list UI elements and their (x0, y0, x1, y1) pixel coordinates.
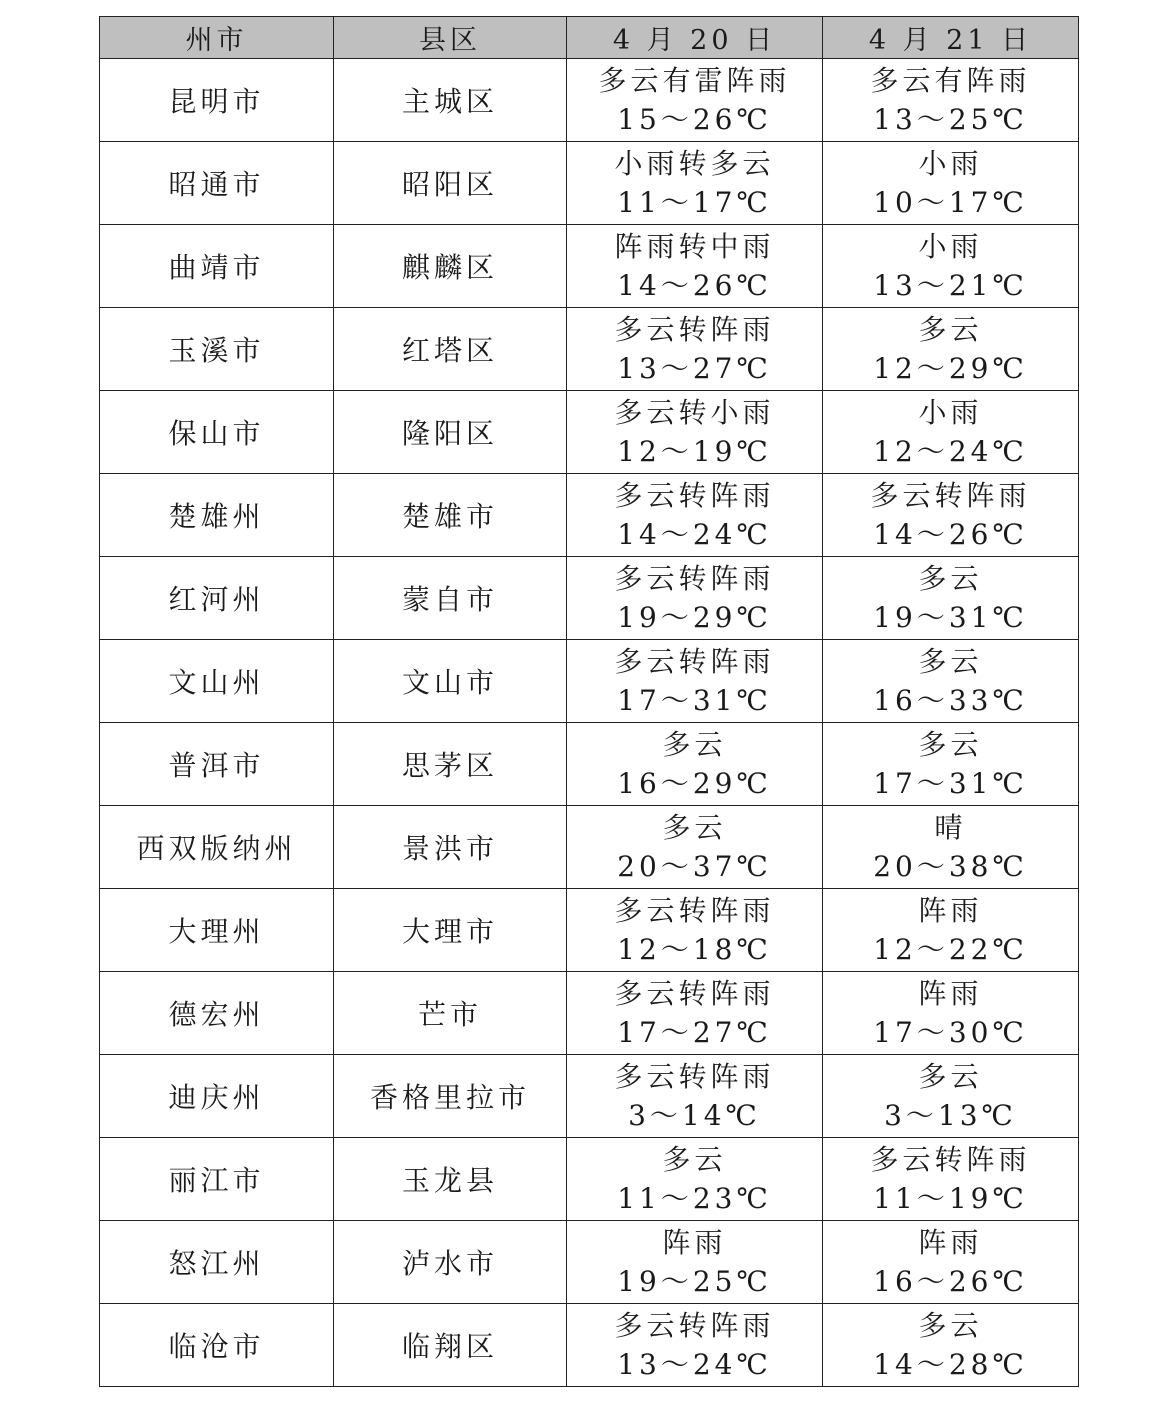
temperature-range: 13～24℃ (617, 1348, 772, 1381)
header-date-apr-21: 4 月 21 日 (823, 17, 1079, 59)
temperature-range: 17～27℃ (617, 1016, 772, 1049)
city-cell: 怒江州 (100, 1221, 334, 1304)
district-cell: 红塔区 (334, 308, 567, 391)
forecast-cell-d20 (567, 142, 823, 225)
forecast-cell-d20 (567, 1221, 823, 1304)
district-cell: 景洪市 (334, 806, 567, 889)
forecast-cell-d21 (823, 474, 1079, 557)
temperature-range: 13～21℃ (873, 269, 1028, 302)
temperature-range: 14～26℃ (617, 269, 772, 302)
temperature-range: 14～28℃ (873, 1348, 1028, 1381)
city-cell: 临沧市 (100, 1304, 334, 1387)
temperature-range: 16～26℃ (873, 1265, 1028, 1298)
district-cell: 思茅区 (334, 723, 567, 806)
temperature-range: 14～24℃ (617, 518, 772, 551)
table-row (100, 557, 1079, 640)
district-cell: 芒市 (334, 972, 567, 1055)
forecast-cell-d21 (823, 972, 1079, 1055)
temperature-range: 15～26℃ (617, 103, 772, 136)
table-row (100, 723, 1079, 806)
weather-condition: 多云转阵雨 (614, 894, 775, 927)
forecast-cell-d20 (567, 1138, 823, 1221)
temperature-range: 12～24℃ (873, 435, 1028, 468)
table-row (100, 1138, 1079, 1221)
district-cell: 香格里拉市 (334, 1055, 567, 1138)
forecast-cell-d21 (823, 225, 1079, 308)
forecast-cell-d21 (823, 1304, 1079, 1387)
temperature-range: 11～23℃ (617, 1182, 772, 1215)
weather-condition: 阵雨 (918, 894, 983, 927)
weather-condition: 多云转阵雨 (870, 1143, 1031, 1176)
weather-condition: 小雨 (918, 147, 983, 180)
city-cell: 迪庆州 (100, 1055, 334, 1138)
table-body (100, 59, 1079, 1387)
weather-condition: 多云 (918, 313, 983, 346)
temperature-range: 3～14℃ (628, 1099, 761, 1132)
temperature-range: 16～33℃ (873, 684, 1028, 717)
weather-condition: 晴 (934, 811, 967, 844)
table-row (100, 142, 1079, 225)
city-cell: 保山市 (100, 391, 334, 474)
forecast-cell-d20 (567, 557, 823, 640)
forecast-cell-d21 (823, 723, 1079, 806)
district-cell: 文山市 (334, 640, 567, 723)
weather-condition: 阵雨转中雨 (614, 230, 775, 263)
city-cell: 楚雄州 (100, 474, 334, 557)
temperature-range: 16～29℃ (617, 767, 772, 800)
weather-condition: 多云转小雨 (614, 396, 775, 429)
temperature-range: 17～31℃ (617, 684, 772, 717)
weather-condition: 多云有雷阵雨 (598, 64, 791, 97)
forecast-cell-d20 (567, 474, 823, 557)
table-header-row (100, 17, 1079, 59)
city-cell: 西双版纳州 (100, 806, 334, 889)
weather-condition: 小雨转多云 (614, 147, 775, 180)
weather-condition: 小雨 (918, 230, 983, 263)
weather-condition: 多云 (918, 562, 983, 595)
forecast-cell-d21 (823, 889, 1079, 972)
table-row (100, 1055, 1079, 1138)
weather-condition: 多云转阵雨 (614, 1060, 775, 1093)
temperature-range: 12～19℃ (617, 435, 772, 468)
temperature-range: 19～31℃ (873, 601, 1028, 634)
table-row (100, 1221, 1079, 1304)
weather-condition: 多云转阵雨 (870, 479, 1031, 512)
header-date-apr-20: 4 月 20 日 (567, 17, 823, 59)
forecast-cell-d20 (567, 308, 823, 391)
district-cell: 麒麟区 (334, 225, 567, 308)
temperature-range: 19～25℃ (617, 1265, 772, 1298)
city-cell: 曲靖市 (100, 225, 334, 308)
district-cell: 大理市 (334, 889, 567, 972)
temperature-range: 12～29℃ (873, 352, 1028, 385)
district-cell: 昭阳区 (334, 142, 567, 225)
weather-condition: 多云 (918, 645, 983, 678)
table-row (100, 391, 1079, 474)
forecast-cell-d21 (823, 1221, 1079, 1304)
table-row (100, 474, 1079, 557)
table-row (100, 308, 1079, 391)
weather-condition: 多云转阵雨 (614, 645, 775, 678)
forecast-cell-d20 (567, 889, 823, 972)
weather-condition: 多云有阵雨 (870, 64, 1031, 97)
city-cell: 德宏州 (100, 972, 334, 1055)
forecast-cell-d20 (567, 1055, 823, 1138)
temperature-range: 11～17℃ (617, 186, 772, 219)
forecast-cell-d21 (823, 1138, 1079, 1221)
city-cell: 大理州 (100, 889, 334, 972)
temperature-range: 20～37℃ (617, 850, 772, 883)
temperature-range: 17～30℃ (873, 1016, 1028, 1049)
temperature-range: 19～29℃ (617, 601, 772, 634)
forecast-cell-d20 (567, 391, 823, 474)
forecast-cell-d20 (567, 806, 823, 889)
temperature-range: 13～27℃ (617, 352, 772, 385)
forecast-cell-d21 (823, 308, 1079, 391)
city-cell: 昭通市 (100, 142, 334, 225)
table-row (100, 972, 1079, 1055)
district-cell: 临翔区 (334, 1304, 567, 1387)
forecast-cell-d20 (567, 1304, 823, 1387)
temperature-range: 11～19℃ (873, 1182, 1028, 1215)
table-row (100, 59, 1079, 142)
temperature-range: 10～17℃ (873, 186, 1028, 219)
header-city: 州市 (100, 17, 334, 59)
table-row (100, 640, 1079, 723)
weather-condition: 多云转阵雨 (614, 1309, 775, 1342)
city-cell: 普洱市 (100, 723, 334, 806)
forecast-cell-d21 (823, 59, 1079, 142)
weather-forecast-table (99, 16, 1079, 1387)
weather-condition: 多云 (662, 1143, 727, 1176)
forecast-cell-d21 (823, 1055, 1079, 1138)
city-cell: 红河州 (100, 557, 334, 640)
forecast-cell-d20 (567, 59, 823, 142)
temperature-range: 13～25℃ (873, 103, 1028, 136)
weather-condition: 多云 (918, 728, 983, 761)
weather-condition: 阵雨 (918, 1226, 983, 1259)
table-row (100, 889, 1079, 972)
weather-condition: 多云 (662, 811, 727, 844)
forecast-cell-d20 (567, 972, 823, 1055)
temperature-range: 20～38℃ (873, 850, 1028, 883)
weather-condition: 多云转阵雨 (614, 977, 775, 1010)
city-cell: 丽江市 (100, 1138, 334, 1221)
forecast-cell-d21 (823, 640, 1079, 723)
temperature-range: 3～13℃ (884, 1099, 1017, 1132)
forecast-cell-d20 (567, 640, 823, 723)
table-row (100, 806, 1079, 889)
forecast-cell-d21 (823, 391, 1079, 474)
weather-condition: 多云转阵雨 (614, 313, 775, 346)
district-cell: 玉龙县 (334, 1138, 567, 1221)
temperature-range: 14～26℃ (873, 518, 1028, 551)
temperature-range: 17～31℃ (873, 767, 1028, 800)
weather-condition: 阵雨 (918, 977, 983, 1010)
forecast-cell-d21 (823, 557, 1079, 640)
city-cell: 文山州 (100, 640, 334, 723)
city-cell: 玉溪市 (100, 308, 334, 391)
city-cell: 昆明市 (100, 59, 334, 142)
district-cell: 隆阳区 (334, 391, 567, 474)
weather-condition: 多云转阵雨 (614, 479, 775, 512)
temperature-range: 12～22℃ (873, 933, 1028, 966)
forecast-cell-d21 (823, 806, 1079, 889)
district-cell: 蒙自市 (334, 557, 567, 640)
table-row (100, 1304, 1079, 1387)
district-cell: 主城区 (334, 59, 567, 142)
weather-condition: 阵雨 (662, 1226, 727, 1259)
weather-condition: 多云 (918, 1060, 983, 1093)
weather-condition: 多云 (918, 1309, 983, 1342)
temperature-range: 12～18℃ (617, 933, 772, 966)
district-cell: 楚雄市 (334, 474, 567, 557)
table-row (100, 225, 1079, 308)
weather-condition: 多云 (662, 728, 727, 761)
forecast-cell-d21 (823, 142, 1079, 225)
weather-condition: 多云转阵雨 (614, 562, 775, 595)
weather-condition: 小雨 (918, 396, 983, 429)
district-cell: 泸水市 (334, 1221, 567, 1304)
forecast-cell-d20 (567, 225, 823, 308)
header-district: 县区 (334, 17, 567, 59)
forecast-cell-d20 (567, 723, 823, 806)
